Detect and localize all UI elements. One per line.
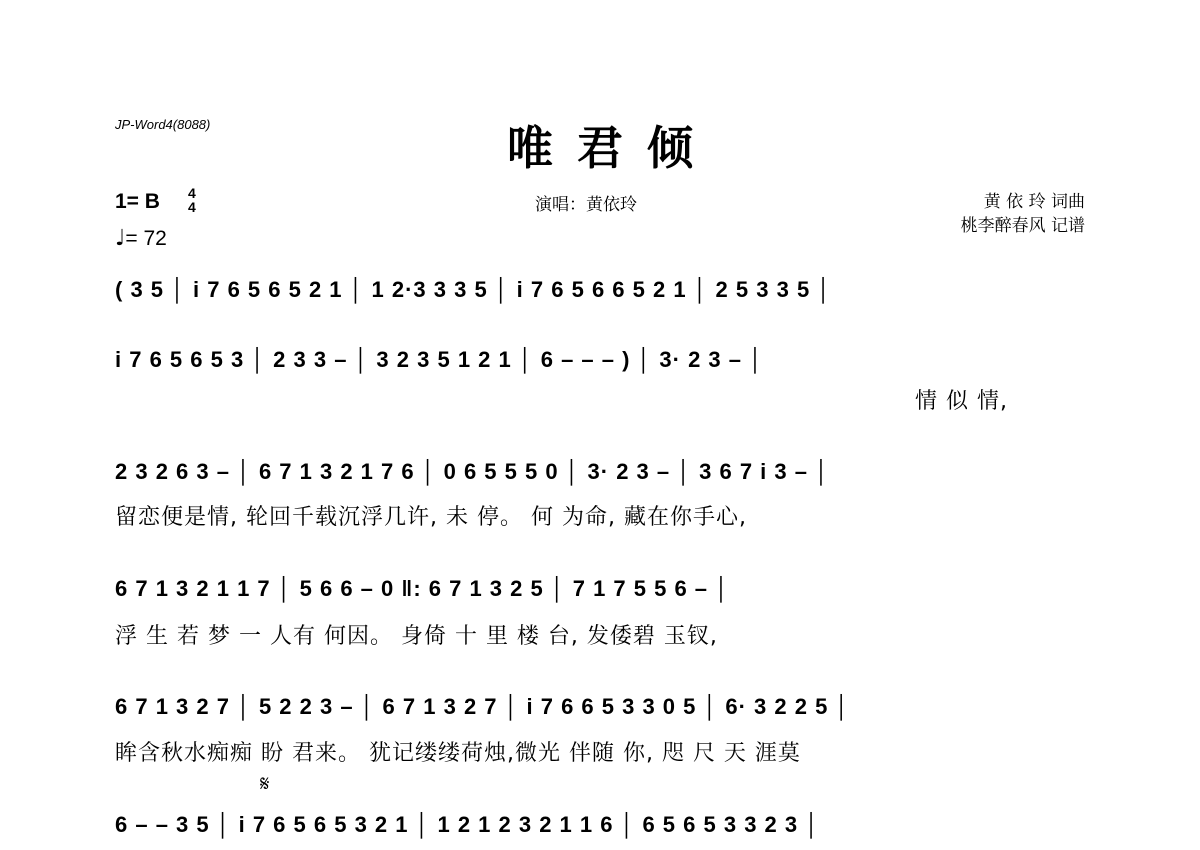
credits bbox=[905, 190, 1085, 238]
tempo-value: = 72 bbox=[125, 227, 167, 250]
key-signature: 1= B bbox=[115, 190, 160, 213]
notation-row-1: ( 3 5 │ i 7 6 5 6 5 2 1 │ 1 2·3 3 3 5 │ i 7 6 5 6 6 5 2 1 │ 2 5 3 3 5 │ bbox=[115, 277, 833, 302]
lyrics-row-3: 留恋便是情, 轮回千载沉浮几许, 未 停。 何 为命, 藏在你手心, bbox=[115, 505, 747, 530]
singer-credit: 演唱：黄依玲 bbox=[535, 195, 637, 215]
time-signature-top: 4 bbox=[188, 185, 196, 201]
time-signature-bottom: 4 bbox=[188, 199, 196, 215]
segno-icon: 𝄋 bbox=[260, 772, 270, 797]
lyrics-row-5: 眸含秋水痴痴 盼 君来。 犹记缕缕荷烛,微光 伴随 你, 咫 尺 天 涯莫 bbox=[115, 741, 801, 766]
quarter-note-icon: ♩ bbox=[115, 226, 126, 251]
notation-row-5: 6 7 1 3 2 7 │ 5 2 2 3 – │ 6 7 1 3 2 7 │ i 7 6 6 5 3 3 0 5 │ 6· 3 2 2 5 │ bbox=[115, 694, 851, 719]
notation-row-4: 6 7 1 3 2 1 1 7 │ 5 6 6 – 0 ‖: 6 7 1 3 2 5 │ 7 1 7 5 5 6 – │ bbox=[115, 576, 730, 601]
time-signature bbox=[188, 186, 196, 214]
song-title: 唯君倾 bbox=[507, 121, 717, 175]
composer-credit: 黄 依 玲 词曲 bbox=[983, 192, 1085, 212]
notation-row-3: 2 3 2 6 3 – │ 6 7 1 3 2 1 7 6 │ 0 6 5 5 5 0 │ 3· 2 3 – │ 3 6 7 i 3 – │ bbox=[115, 459, 830, 484]
transcriber-credit: 桃李醉春风 记谱 bbox=[960, 216, 1085, 236]
software-label: JP-Word4(8088) bbox=[115, 117, 211, 132]
tempo-marking bbox=[115, 226, 167, 251]
notation-row-2: i 7 6 5 6 5 3 │ 2 3 3 – │ 3 2 3 5 1 2 1 │ 6 – – – ) │ 3· 2 3 – │ bbox=[115, 347, 764, 372]
notation-row-6: 6 – – 3 5 │ i 7 6 5 6 5 3 2 1 │ 1 2 1 2 3 2 1 1 6 │ 6 5 6 5 3 3 2 3 │ bbox=[115, 812, 820, 837]
lyrics-row-2: 情 似 情, bbox=[915, 389, 1008, 414]
lyrics-row-4: 浮 生 若 梦 一 人有 何因。 身倚 十 里 楼 台, 发倭碧 玉钗, bbox=[115, 624, 718, 649]
